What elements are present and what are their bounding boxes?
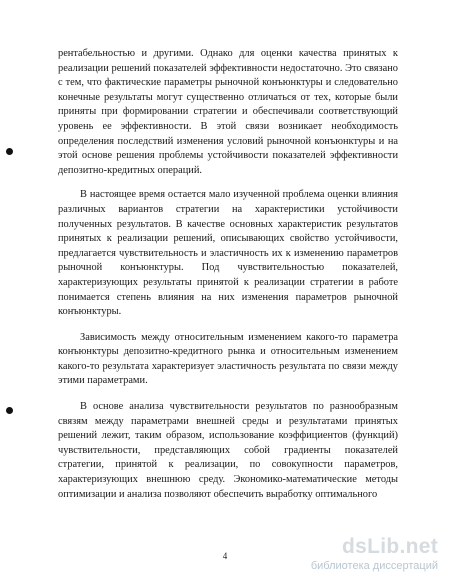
page-number: 4 xyxy=(222,551,228,561)
binding-hole-top xyxy=(6,148,13,155)
watermark-logo: dsLib.net xyxy=(341,535,438,558)
paragraph-2: В настоящее время остается мало изученной проблема оценки влияния различных вариантов стратегии на характеристики устойчивости полученных результатов. В качестве основных характеристик результатов принятых к реализации решений, описывающих свойство устойчивости, предлагается чувствительность и эластичность их к изменению параметров рыночной конъюнктуры. Под чувствительностью показателей, характеризующих результаты принятой к реализации стратегии в работе понимается степень влияния на них изменения параметров рыночной конъюнктуры. xyxy=(58,189,398,318)
paragraph-4: В основе анализа чувствительности результатов по разнообразным связям между параметрами внешней среды и результатами принятых решений лежит, таким образом, использование коэффициентов (функций) чувствительности, представляющих собой градиенты показателей стратегии, принятой к реализации, по совокупности параметров, характеризующих внешнюю среду. Экономико-математические методы оптимизации и анализа позволяют обеспечить выработку оптимального xyxy=(58,401,398,500)
body-text xyxy=(58,47,398,513)
paragraph-1: рентабельностью и другими. Однако для оценки качества принятых к реализации решений показателей эффективности недостаточно. Это связано с тем, что фактические параметры рыночной конъюнктуры и следовательно конечные результаты могут существенно отличаться от тех, которые были приняты при формировании стратегии и обеспечивали соответствующий уровень ее эффективности. В этой связи возникает необходимость определения последствий изменения условий рыночной конъюнктуры и на этой основе решения проблемы устойчивости показателей эффективности депозитно-кредитных операций. xyxy=(58,48,398,176)
paragraph-3: Зависимость между относительным изменением какого-то параметра конъюнктуры депозитно-кредитного рынка и относительным изменением какого-то результата характеризует эластичность результата по связи между этими параметрами. xyxy=(58,331,398,387)
watermark xyxy=(310,535,438,575)
binding-hole-bottom xyxy=(6,407,13,414)
watermark-subtitle: библиотека диссертаций xyxy=(310,560,438,572)
